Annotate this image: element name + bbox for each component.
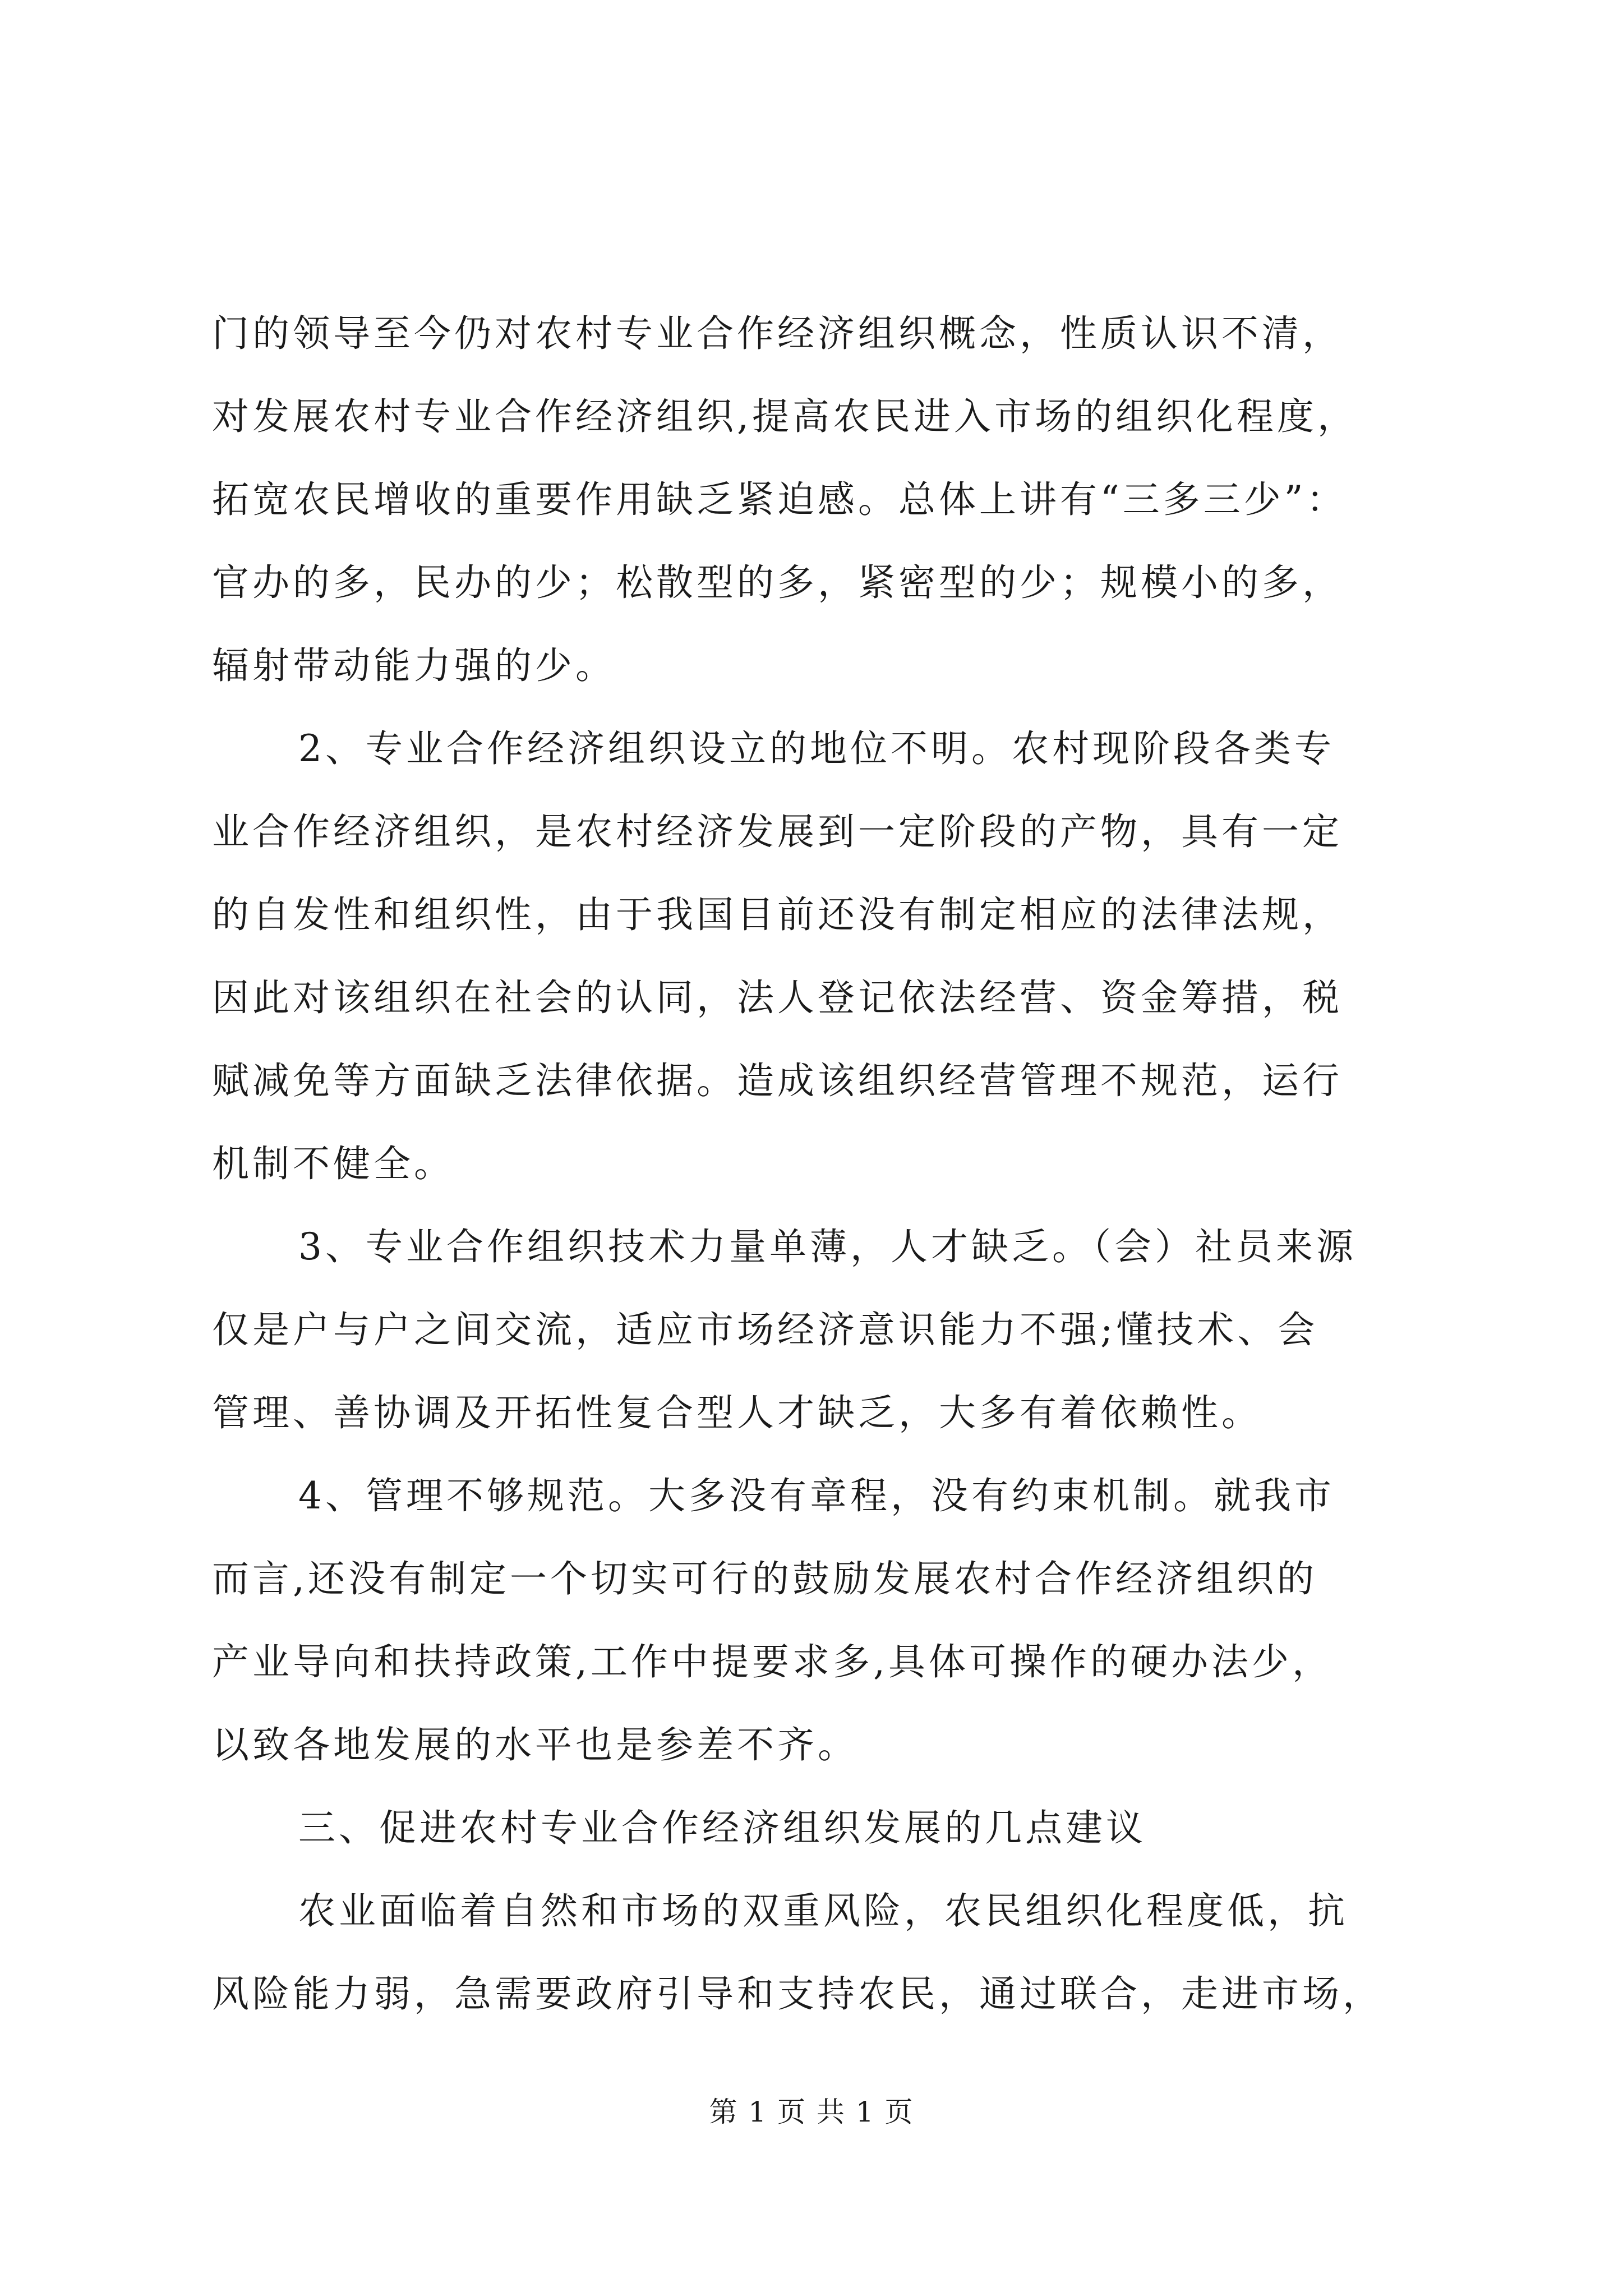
text-line: 门的领导至今仍对农村专业合作经济组织概念，性质认识不清，	[212, 312, 1343, 355]
text-line: 仅是户与户之间交流，适应市场经济意识能力不强;懂技术、会	[212, 1308, 1318, 1351]
text-line: 机制不健全。	[212, 1142, 454, 1185]
section-heading: 三、促进农村专业合作经济组织发展的几点建议	[298, 1806, 1146, 1849]
text-line: 风险能力弱，急需要政府引导和支持农民，通过联合，走进市场，	[212, 1972, 1383, 2016]
text-line: 对发展农村专业合作经济组织,提高农民进入市场的组织化程度，	[212, 395, 1358, 438]
paragraph-start-line: 2、专业合作经济组织设立的地位不明。农村现阶段各类专	[298, 727, 1335, 770]
text-line: 赋减免等方面缺乏法律依据。造成该组织经营管理不规范，运行	[212, 1059, 1343, 1102]
text-line: 以致各地发展的水平也是参差不齐。	[212, 1723, 858, 1766]
page-footer: 第 1 页 共 1 页	[709, 2096, 914, 2128]
paragraph-start-line: 3、专业合作组织技术力量单薄，人才缺乏。（会）社员来源	[298, 1225, 1357, 1268]
text-line: 官办的多，民办的少；松散型的多，紧密型的少；规模小的多，	[212, 561, 1343, 604]
text-line: 业合作经济组织，是农村经济发展到一定阶段的产物，具有一定	[212, 810, 1343, 853]
text-line: 产业导向和扶持政策,工作中提要求多,具体可操作的硬办法少，	[212, 1640, 1332, 1683]
text-line: 而言,还没有制定一个切实可行的鼓励发展农村合作经济组织的	[212, 1557, 1317, 1600]
text-line: 辐射带动能力强的少。	[212, 644, 616, 687]
paragraph-start-line: 农业面临着自然和市场的双重风险，农民组织化程度低，抗	[298, 1889, 1348, 1932]
text-line: 因此对该组织在社会的认同，法人登记依法经营、资金筹措，税	[212, 976, 1343, 1019]
text-line: 的自发性和组织性，由于我国目前还没有制定相应的法律法规，	[212, 893, 1343, 936]
text-line: 拓宽农民增收的重要作用缺乏紧迫感。总体上讲有“三多三少”：	[212, 478, 1347, 521]
paragraph-start-line: 4、管理不够规范。大多没有章程，没有约束机制。就我市	[298, 1474, 1335, 1517]
text-line: 管理、善协调及开拓性复合型人才缺乏，大多有着依赖性。	[212, 1391, 1262, 1434]
